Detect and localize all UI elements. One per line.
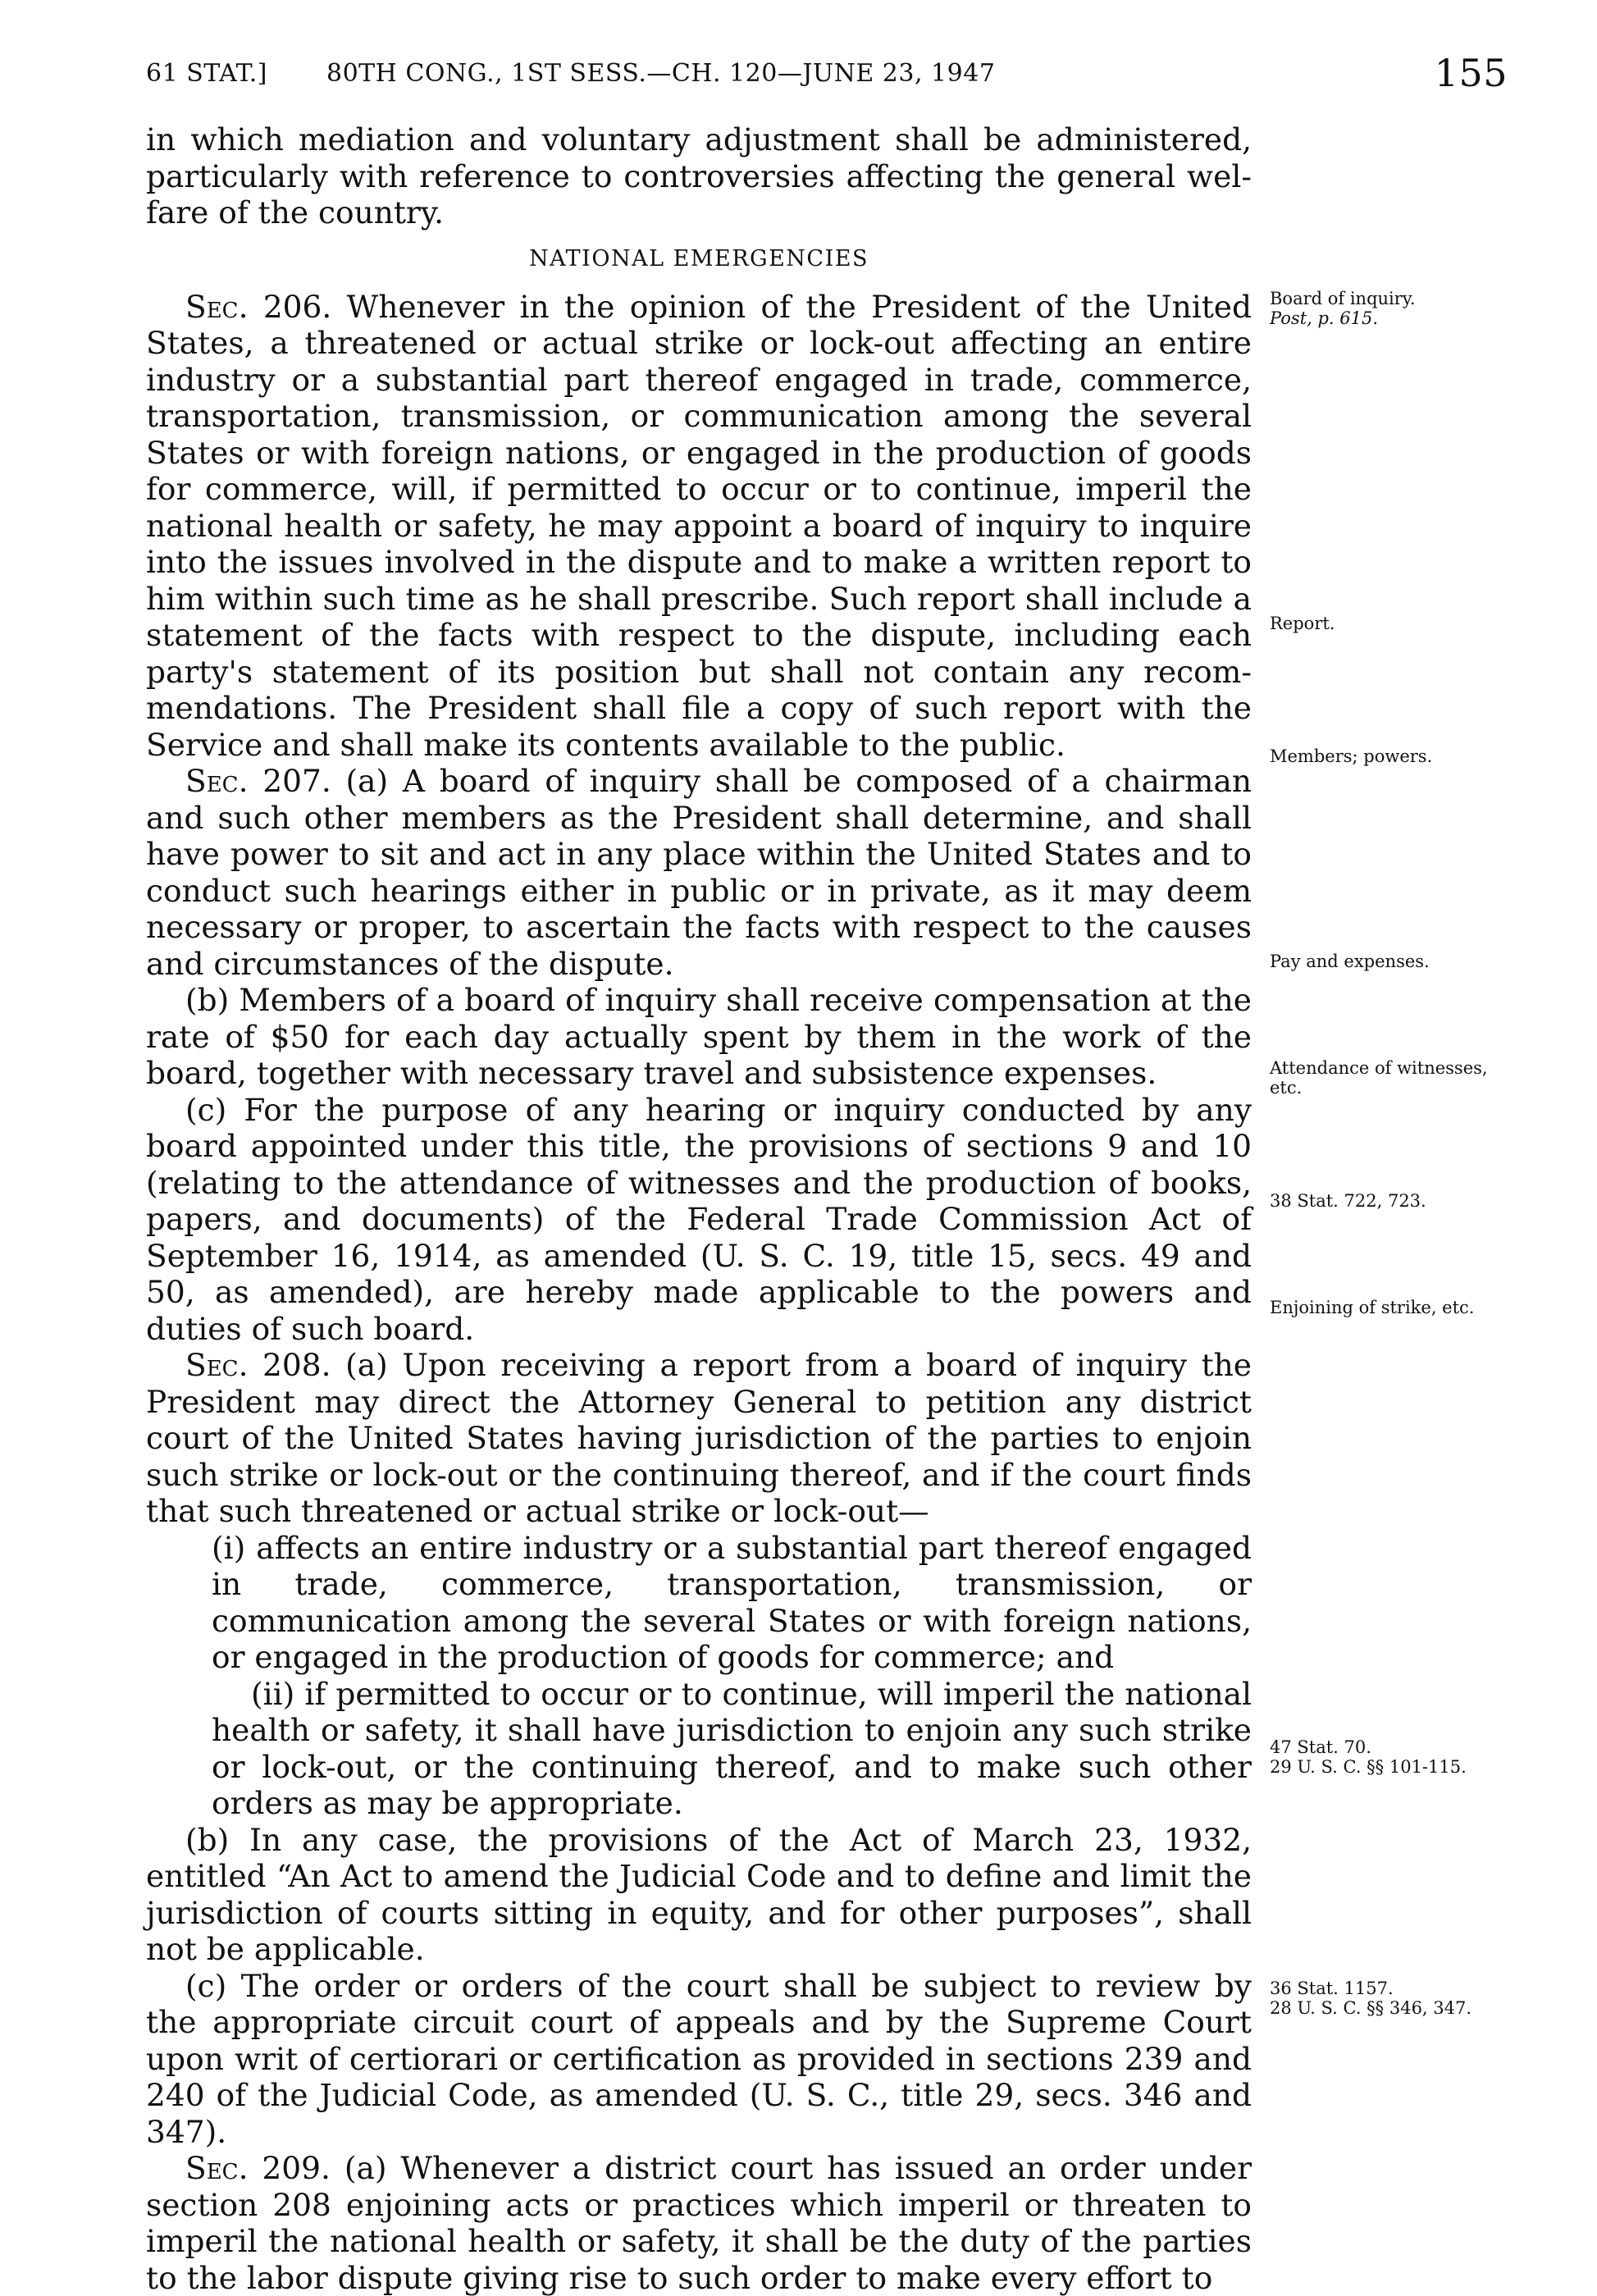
section-206 <box>146 289 1252 764</box>
section-208a-text: (a) Upon receiving a report from a board of inquiry the President may direct the Attorney General to petition any district court of the United States having jurisdiction of the parties to enjoin such strike or lock-out or the continuing thereof, and if the court finds that such threatened or actual strike or lock-out— <box>146 1347 1252 1529</box>
section-208a <box>146 1347 1252 1530</box>
section-208c: (c) The order or orders of the court shall be subject to review by the appropriate circuit court of appeals and by the Supreme Court upon writ of certiorari or certification as provided in sections 239 and 240 of the Judicial Code, as amended (U. S. C., title 29, secs. 346 and 347). <box>146 1967 1252 2150</box>
margin-note-47-stat <box>1270 1737 1524 1777</box>
margin-note-47-stat-ref: 47 Stat. 70. <box>1270 1737 1371 1757</box>
margin-note-pay-expenses: Pay and expenses. <box>1270 952 1430 971</box>
section-207-label: Sec. 207. <box>185 763 331 799</box>
margin-note-enjoining: Enjoining of strike, etc. <box>1270 1298 1475 1317</box>
margin-note-post-ref: Post, p. 615. <box>1270 308 1379 328</box>
margin-note-attendance: Attendance of witnesses, etc. <box>1270 1058 1488 1098</box>
margin-note-board-of-inquiry <box>1270 289 1524 328</box>
section-heading: NATIONAL EMERGENCIES <box>529 245 869 272</box>
section-207c: (c) For the purpose of any hearing or inquiry conducted by any board appointed under this title, the provisions of sections 9 and 10 (relating to the attendance of witnesses and the production of books, papers, and documents) of the Federal Trade Commission Act of September 16, 1914, as amended (U. S. C. 19, title 15, secs. 49 and 50, as amended), are hereby made applicable to the powers and duties of such board. <box>146 1091 1252 1347</box>
section-206-label: Sec. 206. <box>185 288 332 325</box>
margin-note-36-stat-ref: 36 Stat. 1157. <box>1270 1979 1394 1998</box>
margin-note-board-label: Board of inquiry. <box>1270 289 1416 308</box>
section-206-text: Whenever in the opinion of the President of the United States, a threatened or actual strike or lock-out affecting an entire industry or a substantial part thereof engaged in trade, commerce, transportation, transmission, or communication among the several States or with foreign nations, or engaged in the production of goods for commerce, will, if permitted to occur or to continue, imperil the national health or safety, he may appoint a board of inquiry to inquire into the issues involved in the dispute and to make a written report to him within such time as he shall prescribe. Such report shall include a statement of the facts with respect to the dispute, including each party's statement of its position but shall not contain any recommendations. The President shall file a copy of such report with the Service and shall make its contents available to the public. <box>146 288 1252 763</box>
section-207a-text: (a) A board of inquiry shall be composed of a chairman and such other members as the President shall determine, and shall have power to sit and act in any place within the United States and to conduct such hearings either in public or in private, as it may deem necessary or proper, to ascertain the facts with respect to the causes and circumstances of the dispute. <box>146 763 1252 982</box>
running-header <box>146 51 1508 108</box>
section-208b: (b) In any case, the provisions of the Act of March 23, 1932, entitled “An Act to amend the Judicial Code and to define and limit the jurisdiction of courts sitting in equity, and for other purposes”, shall not be applicable. <box>146 1821 1252 1967</box>
section-209-label: Sec. 209. <box>185 2150 331 2186</box>
section-209a <box>146 2150 1252 2296</box>
intro-paragraph: in which mediation and voluntary adjustment shall be administered, particularly with reference to controversies affecting the general welfare of the country. <box>146 121 1252 231</box>
margin-note-members-powers: Members; powers. <box>1270 746 1433 766</box>
margin-note-usc-101: 29 U. S. C. §§ 101-115. <box>1270 1757 1467 1777</box>
margin-note-usc-346: 28 U. S. C. §§ 346, 347. <box>1270 1998 1472 2018</box>
page-number: 155 <box>1434 51 1508 95</box>
congress-session-info: 80TH CONG., 1ST SESS.—CH. 120—JUNE 23, 1947 <box>326 59 996 88</box>
section-208a-clause-i: (i) affects an entire industry or a substantial part thereof engaged in trade, commerce, transportation, transmission, or communication among the several States or with foreign nations, or engaged in the production of goods for commerce; and <box>212 1529 1252 1675</box>
section-208-label: Sec. 208. <box>185 1347 331 1383</box>
section-207b: (b) Members of a board of inquiry shall receive compensation at the rate of $50 for each day actually spent by them in the work of the board, together with necessary travel and subsistence expenses. <box>146 982 1252 1091</box>
section-209a-text: (a) Whenever a district court has issued an order under section 208 enjoining acts or practices which imperil or threaten to imperil the national health or safety, it shall be the duty of the parties to the labor dispute giving rise to such order to make every effort to <box>146 2150 1252 2296</box>
margin-note-36-stat <box>1270 1979 1524 2018</box>
margin-note-report: Report. <box>1270 614 1335 633</box>
section-207a <box>146 763 1252 982</box>
margin-note-38-stat: 38 Stat. 722, 723. <box>1270 1191 1426 1211</box>
statute-volume-ref: 61 STAT.] <box>146 59 267 88</box>
statute-body <box>146 121 1252 2296</box>
section-208a-clause-ii: (ii) if permitted to occur or to continue, will imperil the national health or safety, it shall have jurisdiction to enjoin any such strike or lock-out, or the continuing thereof, and to make such other orders as may be appropriate. <box>212 1675 1252 1821</box>
